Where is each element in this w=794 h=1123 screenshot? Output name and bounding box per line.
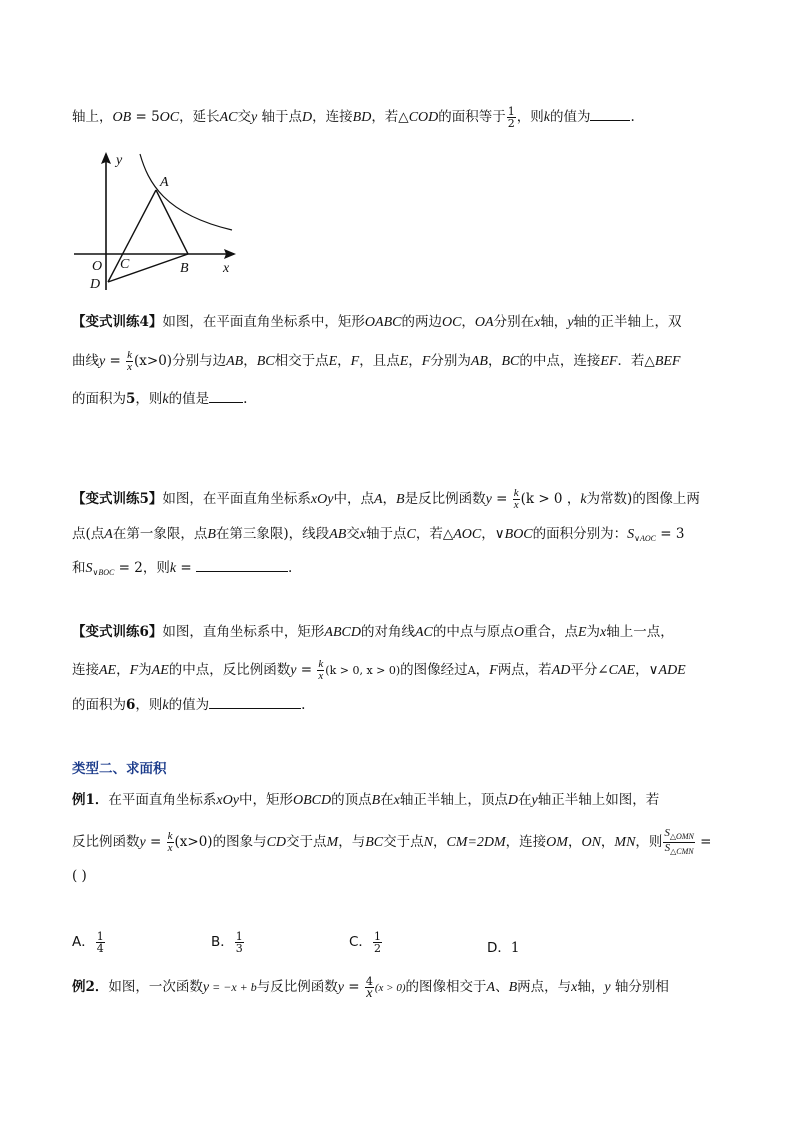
segment-ab xyxy=(156,190,188,254)
answer-blank xyxy=(209,694,301,709)
text: 的面积分别为： xyxy=(532,526,628,542)
text: = xyxy=(296,662,317,678)
area-ratio-fraction xyxy=(663,828,694,857)
text: . xyxy=(630,109,635,125)
var: D xyxy=(507,793,518,808)
var: D xyxy=(302,110,313,125)
text: ，则 xyxy=(516,109,544,125)
var: y xyxy=(337,980,344,995)
text: 轴于点 xyxy=(257,109,303,125)
var: S xyxy=(664,827,670,839)
var: AE xyxy=(99,663,117,678)
text: 点(点 xyxy=(72,526,105,542)
text: ，∨ xyxy=(481,526,505,542)
linear-expression: = −x + b xyxy=(209,980,257,994)
var: BEF xyxy=(654,354,681,369)
text: ，连接 xyxy=(312,109,353,125)
text: 在第一象限，点 xyxy=(112,526,208,542)
var: AD xyxy=(551,663,571,678)
denominator: x xyxy=(513,499,519,511)
text: 的中点，连接 xyxy=(519,353,601,369)
var: k xyxy=(580,492,587,507)
text: 和 xyxy=(72,560,86,576)
var: y xyxy=(202,980,210,995)
problem-6-line-2 xyxy=(72,659,686,682)
problem-4-line-1 xyxy=(72,312,682,333)
var: OC xyxy=(159,110,180,125)
var: y xyxy=(290,663,297,678)
text: 交于点 xyxy=(286,834,327,850)
text: ，连接 xyxy=(505,834,547,850)
var: BD xyxy=(352,110,372,125)
var: BC xyxy=(365,835,384,850)
var: BC xyxy=(256,354,275,369)
option-value: 1 xyxy=(510,940,520,956)
text: 在平面直角坐标系 xyxy=(108,792,217,808)
var: BC xyxy=(501,354,520,369)
option-d[interactable] xyxy=(487,936,520,956)
text: ， xyxy=(382,491,397,507)
var: x xyxy=(600,625,607,640)
text: 两点，与 xyxy=(517,979,572,995)
text: ，则 xyxy=(142,560,170,576)
text: . xyxy=(301,697,306,713)
var: y xyxy=(531,793,538,808)
problem-5-line-1 xyxy=(72,488,700,511)
text: ，若△ xyxy=(371,109,409,125)
option-c[interactable] xyxy=(349,930,383,954)
text: ，则 xyxy=(635,834,663,850)
var: S xyxy=(627,527,635,542)
var: OM xyxy=(546,835,568,850)
var: k xyxy=(169,561,177,576)
subscript: △CMN xyxy=(670,847,694,856)
subscript: ∨AOC xyxy=(634,534,656,543)
condition: (x>0) xyxy=(134,353,173,369)
answer-blank xyxy=(590,106,630,121)
var: A xyxy=(467,664,476,677)
text: 的面积等于 xyxy=(438,109,506,125)
fraction xyxy=(513,488,520,511)
label-y: y xyxy=(116,153,123,168)
option-a[interactable] xyxy=(72,930,106,954)
text: 如图，直角坐标系中，矩形 xyxy=(162,624,325,640)
text: 的面积为 xyxy=(72,391,126,407)
numerator: k xyxy=(513,487,519,499)
text: 的对角线 xyxy=(360,624,415,640)
text: 分别在 xyxy=(493,314,535,330)
text: 的中点与原点 xyxy=(432,624,514,640)
var: x xyxy=(359,527,367,542)
var: k xyxy=(162,392,169,407)
text: 的顶点 xyxy=(331,792,372,808)
var: B xyxy=(207,527,216,542)
text: 轴正半轴上，顶点 xyxy=(399,792,508,808)
numerator: 4 xyxy=(365,975,373,988)
text: 分别与边 xyxy=(172,353,227,369)
option-label: B． xyxy=(211,934,234,950)
var: OBCD xyxy=(292,793,332,808)
text: 与反比例函数 xyxy=(256,979,338,995)
var: N xyxy=(423,835,433,850)
var: xOy xyxy=(216,793,239,808)
text: 的值是 xyxy=(168,391,210,407)
var: EF xyxy=(600,354,618,369)
text: ， xyxy=(600,834,615,850)
example-tag: 例1． xyxy=(72,792,109,808)
text: 的图像相交于 xyxy=(405,979,487,995)
numerator: k xyxy=(127,349,133,361)
text: ，延长 xyxy=(179,109,220,125)
var: ON xyxy=(581,835,601,850)
text: 为 xyxy=(586,624,601,640)
var: O xyxy=(513,625,524,640)
var: F xyxy=(129,663,139,678)
text: 轴的正半轴上，双 xyxy=(573,314,682,330)
var: F xyxy=(421,354,431,369)
var: A xyxy=(486,980,496,995)
var: OA xyxy=(474,315,494,330)
text: ，若△ xyxy=(415,526,454,542)
var: ABCD xyxy=(324,625,361,640)
var: AB xyxy=(470,354,488,369)
subscript: ∨BOC xyxy=(92,568,115,577)
var: C xyxy=(406,527,416,542)
problem-4-line-3 xyxy=(72,388,247,410)
text: 相交于点 xyxy=(274,353,329,369)
numerator: 1 xyxy=(507,105,515,118)
label-b: B xyxy=(180,261,189,276)
text: ， xyxy=(475,662,490,678)
var: OABC xyxy=(364,315,402,330)
var: y xyxy=(99,354,106,369)
var: E xyxy=(399,354,409,369)
var: y xyxy=(485,492,492,507)
text: 两点，若 xyxy=(497,662,552,678)
var: B xyxy=(508,980,518,995)
numerator: 1 xyxy=(235,930,243,943)
numerator: k xyxy=(167,830,173,842)
text: ， xyxy=(408,353,422,369)
denominator: 2 xyxy=(507,117,515,130)
denominator: 4 xyxy=(96,942,104,955)
var: OC xyxy=(441,315,462,330)
text: 如图，一次函数 xyxy=(108,979,203,995)
text: = xyxy=(343,979,364,995)
var: k xyxy=(162,698,169,713)
option-b[interactable] xyxy=(211,930,245,954)
answer-blank xyxy=(196,557,288,572)
hyperbola-curve xyxy=(140,154,232,230)
text: 分别为 xyxy=(430,353,471,369)
example-2-line-1 xyxy=(72,976,669,999)
numerator: 1 xyxy=(373,930,381,943)
label-a: A xyxy=(160,175,169,190)
text: ．若△ xyxy=(617,353,655,369)
text: 交 xyxy=(237,109,251,125)
text: 的面积为 xyxy=(72,697,126,713)
text: ， xyxy=(337,353,351,369)
var: AE xyxy=(151,663,169,678)
text: ， xyxy=(567,834,582,850)
text: . xyxy=(243,391,248,407)
var: AB xyxy=(226,354,244,369)
text: 交于点 xyxy=(383,834,424,850)
denominator: x xyxy=(366,986,373,1001)
text: 的值为 xyxy=(168,697,210,713)
condition: (k > 0, x > 0) xyxy=(325,664,401,677)
text: 轴正半轴上如图，若 xyxy=(537,792,660,808)
text: 的中点，反比例函数 xyxy=(168,662,291,678)
denominator: x xyxy=(167,842,173,854)
example-1-answer-paren: ( ) xyxy=(72,868,87,884)
text: ， xyxy=(432,834,447,850)
text: 重合，点 xyxy=(523,624,578,640)
var: S xyxy=(85,561,93,576)
text: 的图像经过 xyxy=(400,662,468,678)
problem-6-line-3 xyxy=(72,694,305,716)
text: 的图象与 xyxy=(212,834,267,850)
var: E xyxy=(577,625,587,640)
var: M xyxy=(326,835,339,850)
text: = xyxy=(695,834,712,850)
text: 如图，在平面直角坐标系中，矩形 xyxy=(162,314,365,330)
var: y xyxy=(139,835,146,850)
value: 5 xyxy=(126,391,136,407)
text: 轴分别相 xyxy=(610,979,669,995)
var: k xyxy=(543,110,550,125)
text: ，且点 xyxy=(359,353,400,369)
coordinate-figure xyxy=(68,148,248,298)
condition: (k > 0 ， xyxy=(520,491,581,507)
text: ， xyxy=(243,353,257,369)
text: 的值为 xyxy=(549,109,591,125)
fraction xyxy=(507,106,516,129)
text: ， xyxy=(487,353,502,369)
option-label: C． xyxy=(349,934,372,950)
text: = xyxy=(105,353,126,369)
var: MN xyxy=(614,835,636,850)
text: 在 xyxy=(517,792,532,808)
var: F xyxy=(350,354,360,369)
label-o: O xyxy=(92,259,103,274)
var: CAE xyxy=(608,663,636,678)
text: = xyxy=(491,491,512,507)
label-c: C xyxy=(120,257,130,272)
denominator: x xyxy=(318,670,324,682)
fraction xyxy=(235,931,244,954)
problem-5-line-3 xyxy=(72,557,292,583)
var: OB xyxy=(112,110,132,125)
problem-tag: 【变式训练4】 xyxy=(72,314,163,330)
var: xOy xyxy=(310,492,334,507)
var: B xyxy=(396,492,405,507)
var: x xyxy=(393,793,400,808)
var: A xyxy=(373,492,383,507)
text: 中，点 xyxy=(333,491,374,507)
problem-tag: 【变式训练5】 xyxy=(72,491,163,507)
text: 的两边 xyxy=(401,314,442,330)
text: ，则 xyxy=(135,391,163,407)
fraction xyxy=(365,976,374,999)
var: AB xyxy=(329,527,347,542)
text: 平分∠ xyxy=(570,662,609,678)
value: = 3 xyxy=(656,526,685,542)
var: A xyxy=(104,527,113,542)
section-heading: 类型二、求面积 xyxy=(72,761,167,777)
var: ADE xyxy=(658,663,686,678)
text: 中，矩形 xyxy=(238,792,293,808)
problem-tag: 【变式训练6】 xyxy=(72,624,163,640)
denominator: 2 xyxy=(373,942,381,955)
numerator: 1 xyxy=(96,930,104,943)
text: = xyxy=(145,834,166,850)
var: BOC xyxy=(504,527,533,542)
text: ，∨ xyxy=(635,662,659,678)
text: 轴， xyxy=(577,979,605,995)
text: = xyxy=(176,560,196,576)
fraction xyxy=(126,350,133,373)
example-1-line-1 xyxy=(72,790,659,811)
var: AOC xyxy=(453,527,482,542)
text: 为 xyxy=(138,662,152,678)
text: 轴于点 xyxy=(366,526,407,542)
example-tag: 例2． xyxy=(72,979,109,995)
answer-blank xyxy=(209,388,243,403)
text: 交 xyxy=(346,526,360,542)
var: S xyxy=(664,842,671,854)
denominator: x xyxy=(127,361,133,373)
option-label: A． xyxy=(72,934,95,950)
text: ， xyxy=(461,314,475,330)
text: 轴， xyxy=(540,314,568,330)
var: y xyxy=(251,110,258,125)
fraction xyxy=(373,931,382,954)
text: 在第三象限)，线段 xyxy=(215,526,330,542)
problem-4-line-2 xyxy=(72,350,680,373)
text: . xyxy=(287,560,293,576)
text: 连接 xyxy=(72,662,99,678)
var: COD xyxy=(408,110,439,125)
var: CM=2DM xyxy=(446,835,506,850)
fraction xyxy=(167,831,174,854)
label-d: D xyxy=(90,277,101,292)
text: 在 xyxy=(380,792,394,808)
var: x xyxy=(571,980,578,995)
text: 曲线 xyxy=(72,353,99,369)
option-label: D． xyxy=(487,940,511,956)
text: ，则 xyxy=(135,697,163,713)
var: B xyxy=(371,793,381,808)
condition: (x>0) xyxy=(174,834,213,850)
var: AC xyxy=(414,625,433,640)
problem-5-line-2 xyxy=(72,524,684,549)
var: AC xyxy=(219,110,238,125)
text: 轴上一点， xyxy=(606,624,674,640)
value: = 2 xyxy=(114,560,143,576)
text: = 5 xyxy=(131,109,160,125)
numerator: k xyxy=(318,658,324,670)
text: 、 xyxy=(495,979,509,995)
denominator: 3 xyxy=(235,942,243,955)
fraction xyxy=(317,659,324,682)
var: x xyxy=(534,315,541,330)
var: F xyxy=(489,663,498,678)
text: 如图，在平面直角坐标系 xyxy=(162,491,311,507)
var: y xyxy=(567,315,574,330)
var: CD xyxy=(266,835,287,850)
subscript: △OMN xyxy=(669,832,694,841)
fraction xyxy=(96,931,105,954)
value: 6 xyxy=(126,697,136,713)
var: y xyxy=(604,980,611,995)
text: ， xyxy=(116,662,130,678)
text: 反比例函数 xyxy=(72,834,140,850)
label-x: x xyxy=(223,261,230,276)
var: E xyxy=(328,354,338,369)
text: 是反比例函数 xyxy=(404,491,486,507)
example-1-line-2 xyxy=(72,828,711,857)
problem-continuation-line xyxy=(72,106,635,129)
condition: (x > 0) xyxy=(374,982,406,994)
problem-6-line-1 xyxy=(72,622,674,643)
text: ，与 xyxy=(338,834,366,850)
text: 轴上， xyxy=(72,109,113,125)
text: 为常数)的图像上两 xyxy=(586,491,700,507)
